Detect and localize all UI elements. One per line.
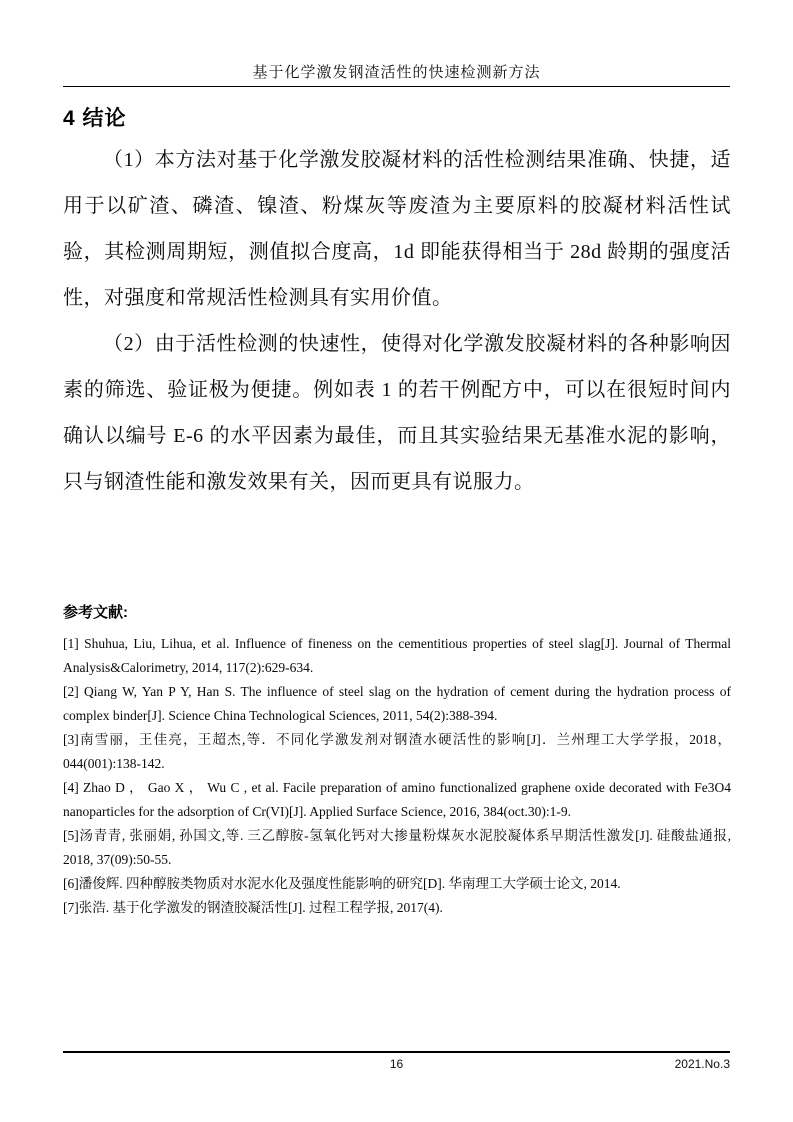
footer-issue-label: 2021.No.3 — [674, 1057, 730, 1071]
references-section — [63, 601, 731, 920]
reference-item-5: [5]汤青青, 张丽娟, 孙国文,等. 三乙醇胺-氢氧化钙对大掺量粉煤灰水泥胶凝体系早期活性激发[J]. 硅酸盐通报, 2018, 37(09):50-55. — [63, 828, 731, 867]
conclusion-body — [63, 137, 731, 505]
reference-item-4: [4] Zhao D ， Gao X ， Wu C , et al. Facile preparation of amino functionalized graphene oxide decorated with Fe3O4 nanoparticles for the adsorption of Cr(VI)[J]. Applied Surface Science, 2016, 384(oct.30):1-9. — [63, 780, 731, 819]
reference-item-2: [2] Qiang W, Yan P Y, Han S. The influence of steel slag on the hydration of cement during the hydration process of complex binder[J]. Science China Technological Sciences, 2011, 54(2):388-394. — [63, 684, 731, 723]
reference-item-7: [7]张浩. 基于化学激发的钢渣胶凝活性[J]. 过程工程学报, 2017(4). — [63, 900, 443, 915]
footer-rule — [63, 1051, 730, 1053]
reference-item-1: [1] Shuhua, Liu, Lihua, et al. Influence of fineness on the cementitious properties of steel slag[J]. Journal of Thermal Analysis&Calorimetry, 2014, 117(2):629-634. — [63, 636, 731, 675]
conclusion-paragraph-2: （2）由于活性检测的快速性，使得对化学激发胶凝材料的各种影响因素的筛选、验证极为便捷。例如表 1 的若干例配方中，可以在很短时间内确认以编号 E-6 的水平因素为最佳，而且其实验结果无基准水泥的影响，只与钢渣性能和激发效果有关，因而更具有说服力。 — [63, 333, 731, 493]
header-rule — [63, 86, 730, 87]
conclusion-paragraph-1: （1）本方法对基于化学激发胶凝材料的活性检测结果准确、快捷，适用于以矿渣、磷渣、镍渣、粉煤灰等废渣为主要原料的胶凝材料活性试验，其检测周期短，测值拟合度高，1d 即能获得相当于 28d 龄期的强度活性，对强度和常规活性检测具有实用价值。 — [63, 149, 731, 309]
section-heading-conclusion: 4 结论 — [63, 107, 127, 130]
reference-item-6: [6]潘俊辉. 四种醇胺类物质对水泥水化及强度性能影响的研究[D]. 华南理工大学硕士论文, 2014. — [63, 876, 621, 891]
references-heading: 参考文献: — [63, 604, 128, 621]
running-header-title: 基于化学激发钢渣活性的快速检测新方法 — [252, 65, 541, 81]
reference-item-3: [3]南雪丽，王佳亮，王超杰,等．不同化学激发剂对钢渣水硬活性的影响[J]．兰州理工大学学报，2018，044(001):138-142. — [63, 732, 731, 771]
footer-page-number: 16 — [389, 1057, 404, 1071]
